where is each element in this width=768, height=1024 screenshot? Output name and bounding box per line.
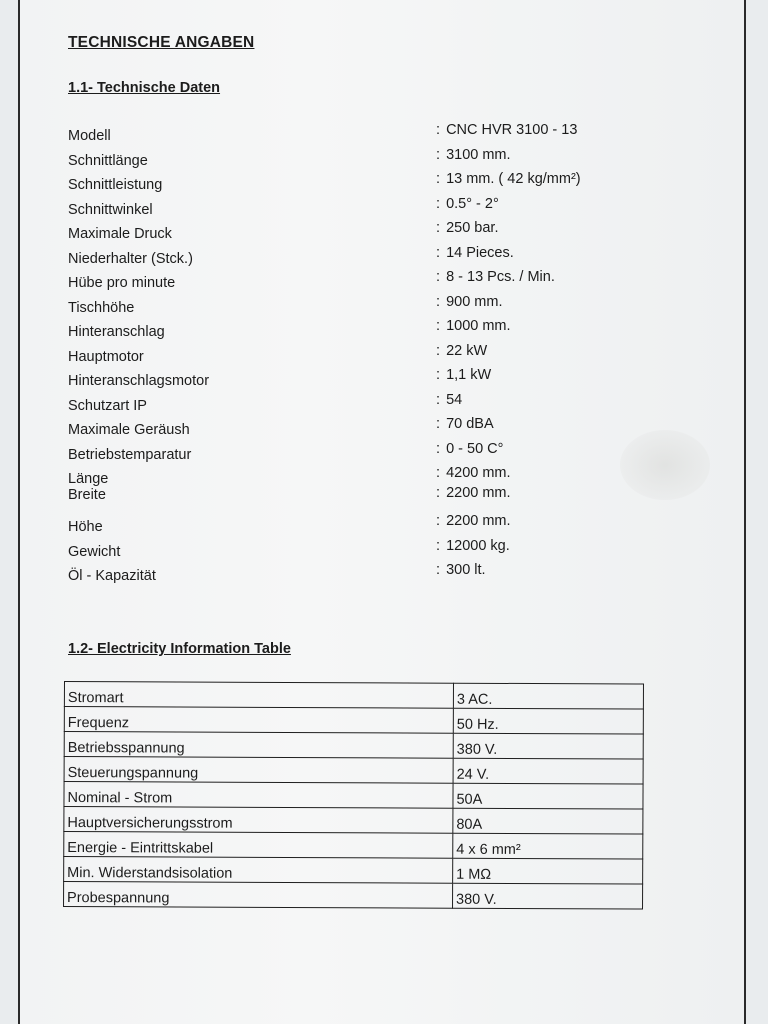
table-row <box>64 682 643 710</box>
table-cell-value: 4 x 6 mm² <box>453 833 643 859</box>
spec-label: Modell <box>68 128 111 144</box>
spec-row <box>68 416 708 441</box>
spec-value: : 250 bar. <box>436 220 498 236</box>
spec-label: Höhe <box>68 519 103 535</box>
spec-row <box>68 343 708 368</box>
table-cell-label: Min. Widerstandsisolation <box>64 857 453 884</box>
spec-value: : 0.5° - 2° <box>436 196 499 212</box>
spec-value: : 900 mm. <box>436 294 502 310</box>
spec-label: Maximale Geräush <box>68 422 190 438</box>
spec-label: Maximale Druck <box>68 226 172 242</box>
spec-value: : CNC HVR 3100 - 13 <box>436 122 577 138</box>
table-cell-value: 380 V. <box>453 883 643 909</box>
table-cell-label: Probespannung <box>64 882 453 909</box>
table-cell-value: 24 V. <box>453 758 643 784</box>
spec-row <box>68 220 708 245</box>
spec-value: : 300 lt. <box>436 562 486 578</box>
spec-label: Schutzart IP <box>68 397 147 414</box>
table-cell-label: Steuerungspannung <box>64 757 453 784</box>
spec-label: Schnittlänge <box>68 152 148 169</box>
table-row <box>64 782 643 810</box>
spec-value: : 2200 mm. <box>436 485 511 501</box>
spec-label: Schnittwinkel <box>68 201 153 218</box>
section-2-heading: 1.2- Electricity Information Table <box>68 641 291 657</box>
table-cell-label: Hauptversicherungsstrom <box>64 807 453 834</box>
spec-label: Hinteranschlag <box>68 324 165 340</box>
table-cell-value: 50A <box>453 783 643 809</box>
spec-label: Hauptmotor <box>68 348 144 365</box>
spec-row <box>68 147 708 172</box>
spec-label: Breite <box>68 487 106 503</box>
table-row <box>64 732 643 760</box>
spec-value: : 8 - 13 Pcs. / Min. <box>436 269 555 285</box>
spec-label: Öl - Kapazität <box>68 568 156 584</box>
spec-value: : 2200 mm. <box>436 513 511 529</box>
spec-row <box>68 562 708 587</box>
page-title: TECHNISCHE ANGABEN <box>68 34 255 51</box>
spec-row <box>68 538 708 563</box>
section-1-heading: 1.1- Technische Daten <box>68 80 221 96</box>
spec-value: : 0 - 50 C° <box>436 441 503 457</box>
table-cell-label: Stromart <box>64 682 453 709</box>
table-cell-value: 1 MΩ <box>453 858 643 884</box>
table-cell-value: 50 Hz. <box>453 708 643 734</box>
table-cell-label: Betriebsspannung <box>64 732 453 759</box>
spec-row <box>68 318 708 343</box>
technical-data-list <box>68 122 708 587</box>
spec-row <box>68 465 708 485</box>
spec-row <box>68 196 708 221</box>
spec-label: Gewicht <box>68 543 121 560</box>
spec-label: Betriebstemparatur <box>68 446 192 463</box>
spec-value: : 22 kW <box>436 343 487 359</box>
table-row <box>64 882 643 910</box>
spec-label: Schnittleistung <box>68 177 163 193</box>
spec-value: : 4200 mm. <box>436 465 511 481</box>
spec-value: : 70 dBA <box>436 416 494 432</box>
table-row <box>64 807 643 835</box>
table-cell-label: Frequenz <box>64 707 453 734</box>
table-cell-label: Nominal - Strom <box>64 782 453 809</box>
table-cell-value: 380 V. <box>453 733 643 759</box>
spec-value: : 54 <box>436 392 462 408</box>
spec-row <box>68 245 708 270</box>
spec-label: Hinteranschlagsmotor <box>68 373 210 389</box>
spec-label: Niederhalter (Stck.) <box>68 250 193 267</box>
electricity-table <box>63 681 644 910</box>
spec-row <box>68 294 708 319</box>
spec-value: : 13 mm. ( 42 kg/mm²) <box>436 171 581 187</box>
spec-label: Hübe pro minute <box>68 275 176 291</box>
spec-row <box>68 122 708 147</box>
spec-value: : 3100 mm. <box>436 147 511 163</box>
spec-value: : 1,1 kW <box>436 367 491 383</box>
spec-row <box>68 367 708 392</box>
table-cell-value: 3 AC. <box>453 683 643 709</box>
document-page <box>18 0 746 1024</box>
spec-row <box>68 485 708 513</box>
table-row <box>64 707 643 735</box>
spec-value: : 12000 kg. <box>436 538 510 554</box>
table-cell-value: 80A <box>453 808 643 834</box>
spec-row <box>68 392 708 417</box>
table-row <box>64 757 643 785</box>
spec-row <box>68 171 708 196</box>
spec-row <box>68 269 708 294</box>
spec-label: Tischhöhe <box>68 299 135 316</box>
spec-label: Länge <box>68 471 109 487</box>
table-cell-label: Energie - Eintrittskabel <box>64 832 453 859</box>
table-row <box>64 857 643 885</box>
spec-row <box>68 441 708 466</box>
table-row <box>64 832 643 860</box>
spec-value: : 14 Pieces. <box>436 245 514 261</box>
spec-value: : 1000 mm. <box>436 318 511 334</box>
spec-row <box>68 513 708 538</box>
